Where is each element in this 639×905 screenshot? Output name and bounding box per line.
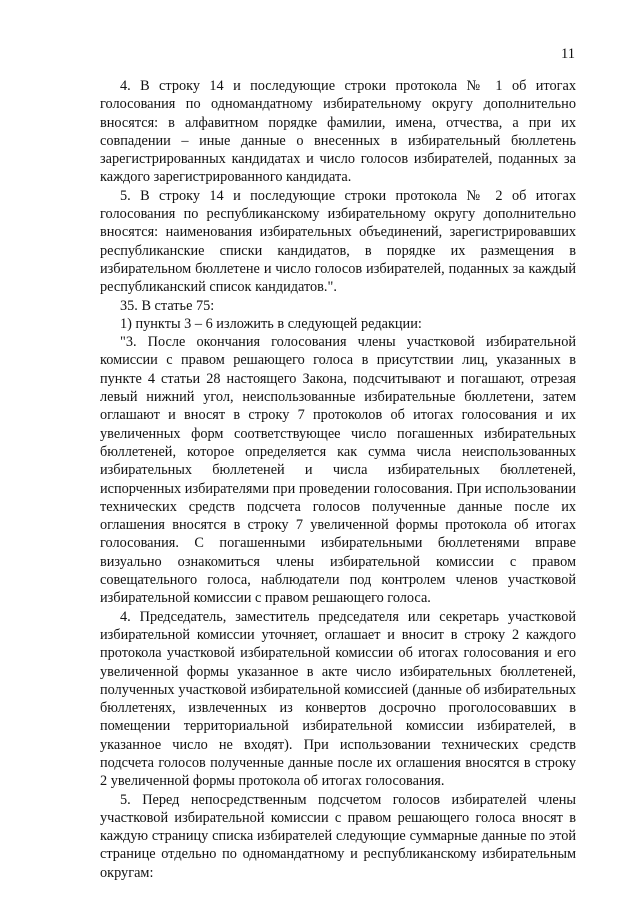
- paragraph-new-item-5: 5. Перед непосредственным подсчетом голосов избирателей члены участковой избирательной комиссии с правом решающего голоса вносят в каждую страницу списка избирателей следующие суммарные данные по этой странице отдельно по одномандатному и республиканскому избирательным округам:: [100, 791, 576, 881]
- paragraph-article-35: 35. В статье 75:: [120, 297, 215, 314]
- paragraph-item-4: 4. В строку 14 и последующие строки протокола № 1 об итогах голосования по одномандатному избирательному округу дополнительно вносятся: в алфавитном порядке фамилии, имена, отчества, а при их совпадении – иные данные о внесенных в избирательный бюллетень зарегистрированных кандидатах и число голосов избирателей, поданных за каждого зарегистрированного кандидата.: [100, 78, 576, 186]
- paragraph-item-5: 5. В строку 14 и последующие строки протокола № 2 об итогах голосования по республиканскому избирательному округу дополнительно вносятся: наименования избирательных объединений, зарегистрировавших республиканские списки кандидатов, в порядке их размещения в избирательном бюллетене и число голосов избирателей, поданных за каждый республиканский список кандидатов.".: [100, 187, 576, 296]
- paragraph-new-item-3: "3. После окончания голосования члены участковой избирательной комиссии с правом решающего голоса в присутствии лиц, указанных в пункте 4 статьи 28 настоящего Закона, подсчитывают и погашают, отрезая левый нижний угол, неиспользованные избирательные бюллетени, затем оглашают и вносят в строку 7 протоколов об итогах голосования и их увеличенных форм соответствующее число погашенных избирательных бюллетеней, которое определяется как сумма числа неиспользованных избирательных бюллетеней и числа избирательных бюллетеней, испорченных избирателями при проведении голосования. При использовании технических средств подсчета голосов полученные данные после их оглашения вносятся в строку 7 увеличенной формы протокола об итогах голосования. С погашенными избирательными бюллетенями вправе визуально ознакомиться члены избирательной комиссии с правом совещательного голоса, наблюдатели под контролем членов участковой избирательной комиссии с правом решающего голоса.: [100, 334, 576, 607]
- document-body: [100, 77, 576, 882]
- page-number: 11: [561, 46, 575, 62]
- paragraph-new-item-4: 4. Председатель, заместитель председателя или секретарь участковой избирательной комиссии уточняет, оглашает и вносит в строку 2 каждого протокола участковой избирательной комиссии об итогах голосования и его увеличенной формы указанное в акте число избирательных бюллетеней, полученных участковой избирательной комиссией (данные об избирательных бюллетенях, извлеченных из конвертов досрочно проголосовавших в помещении территориальной избирательной комиссии избирателей, в указанное число не входят). При использовании технических средств подсчета голосов полученные данные после их оглашения вносятся в строку 2 увеличенной формы протокола об итогах голосования.: [100, 608, 576, 790]
- paragraph-subitem-1: 1) пункты 3 – 6 изложить в следующей редакции:: [120, 315, 422, 332]
